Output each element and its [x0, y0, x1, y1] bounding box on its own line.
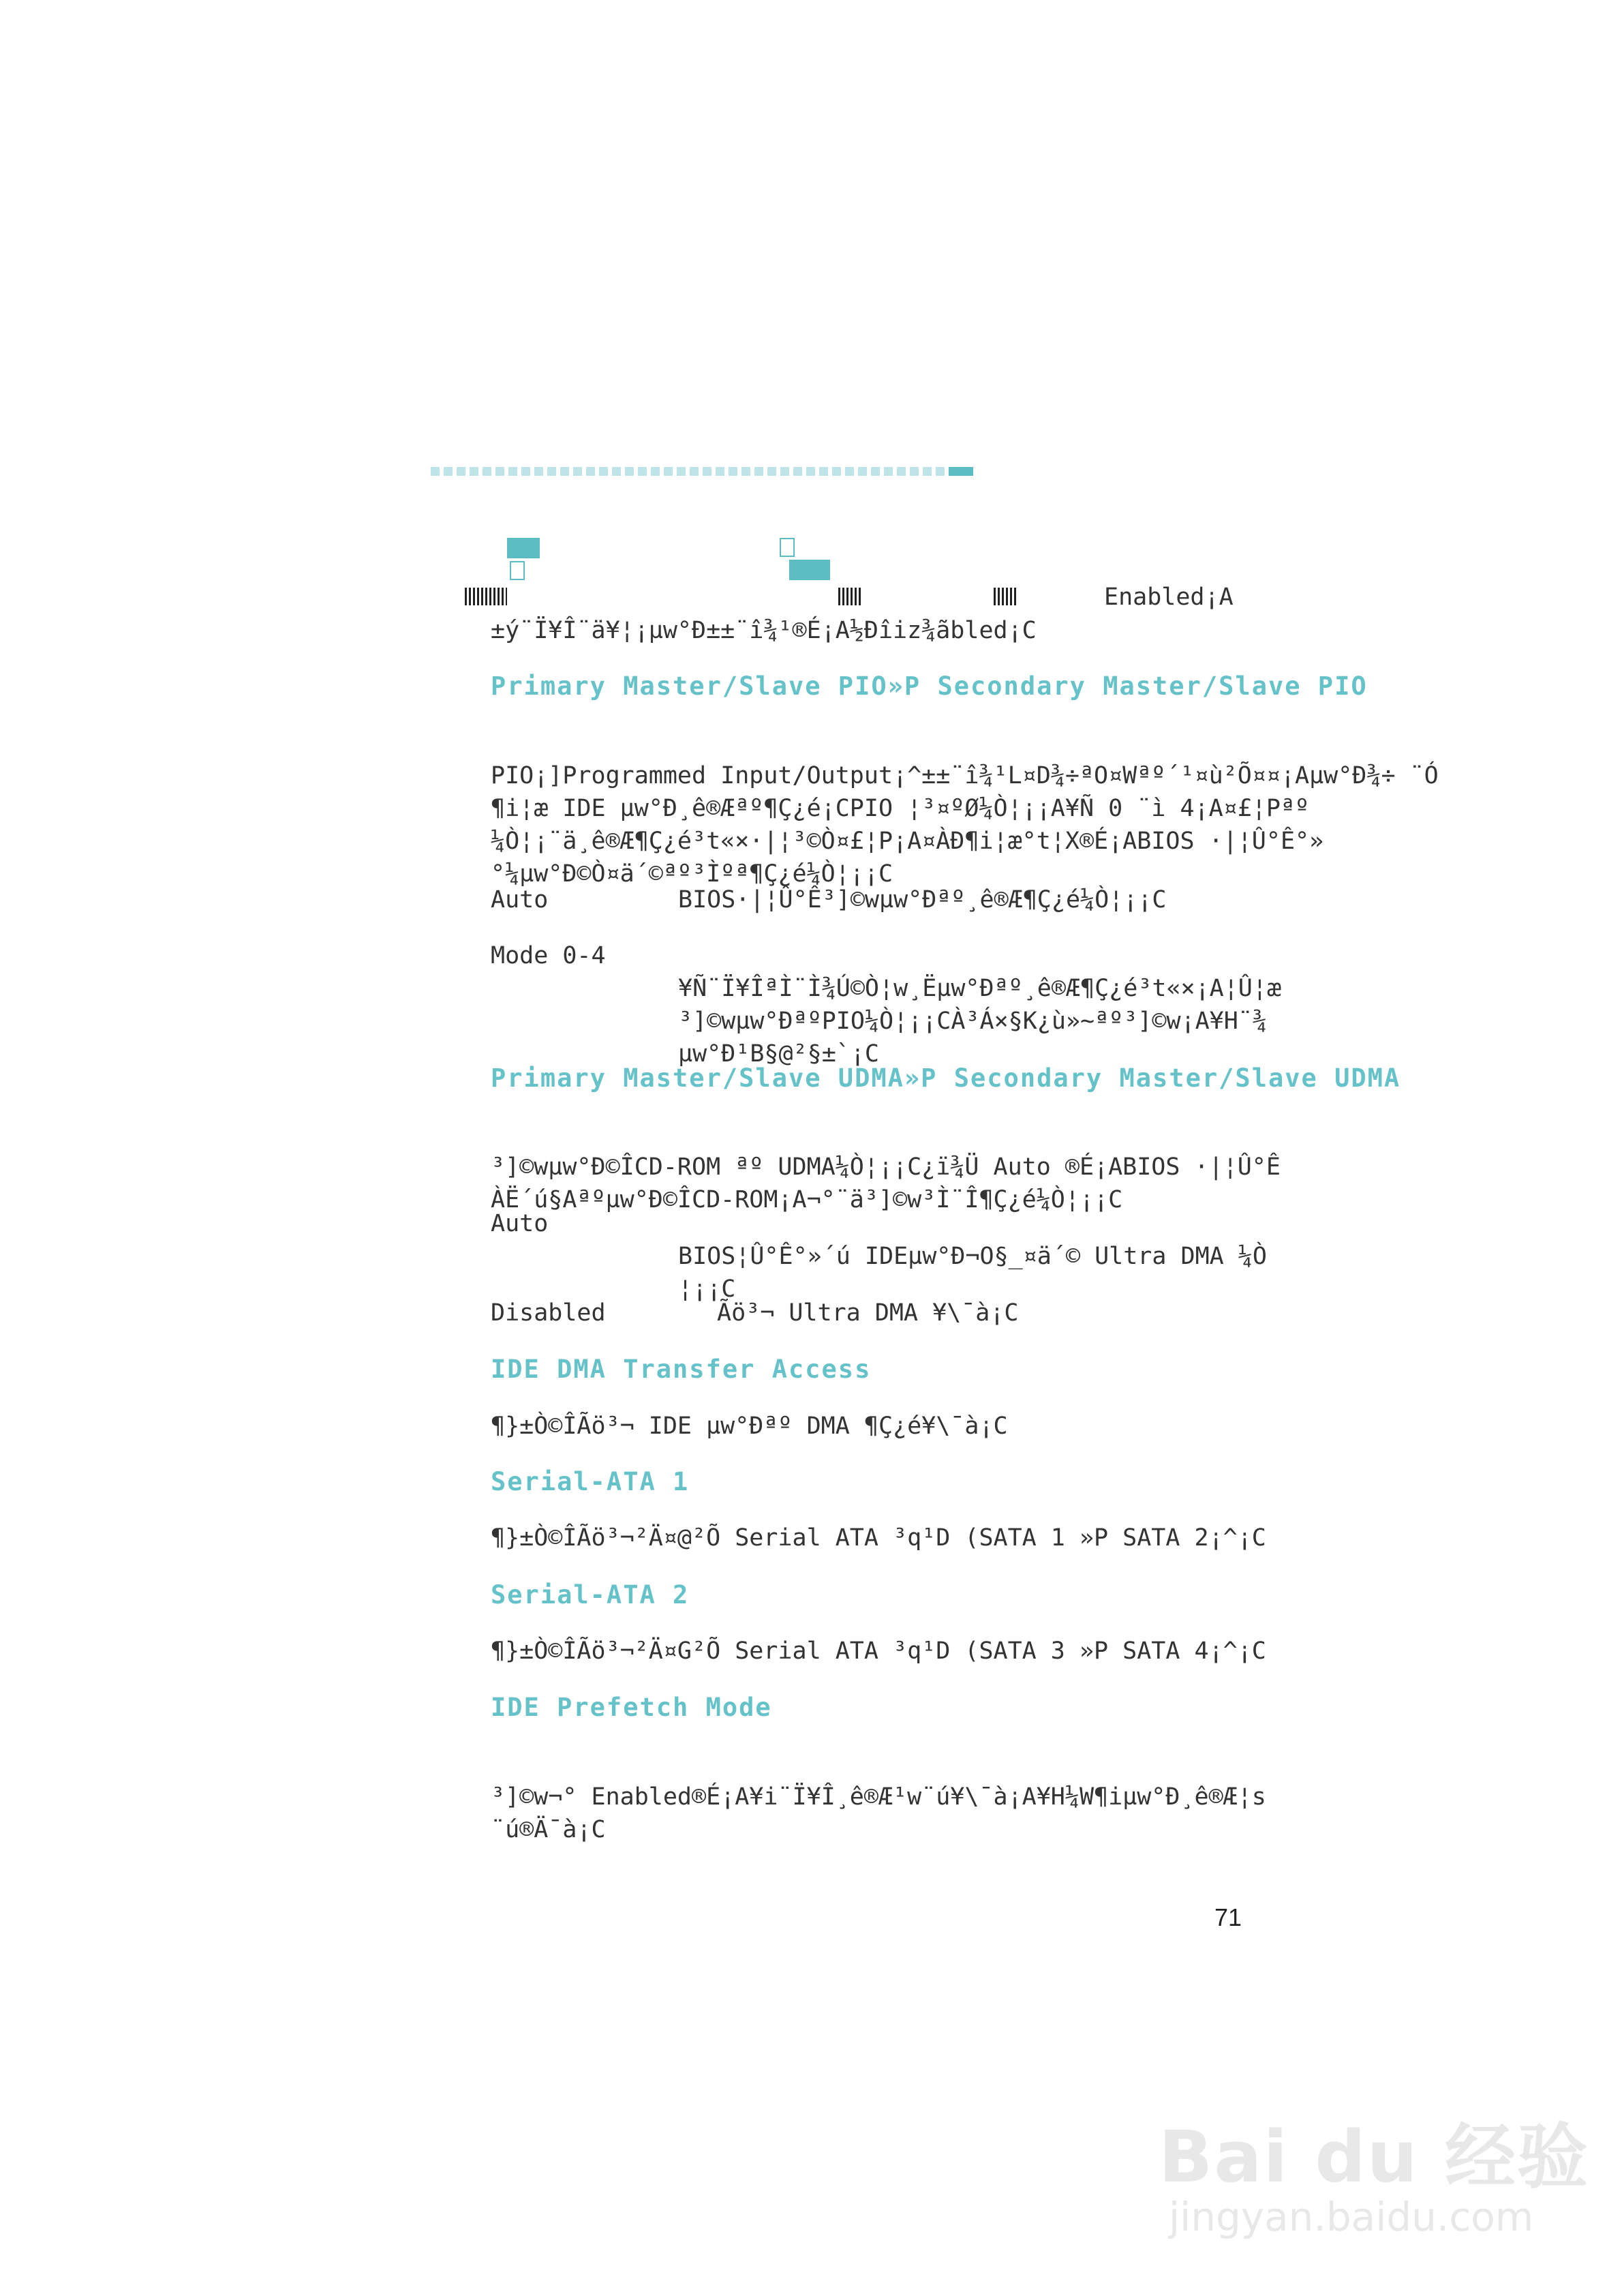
barcode-glyph-3 — [994, 588, 1018, 605]
option-desc: Ãö³¬ Ultra DMA ¥\¯à¡C — [717, 1299, 1019, 1327]
sata1-paragraph: ¶}±Ò©ÎÃö³¬²Ä¤@²Õ Serial ATA ³q¹D (SATA 1 »P SATA 2¡^¡C — [491, 1524, 1266, 1552]
watermark-logo: Bai du 经验 — [1159, 2115, 1589, 2199]
udma-paragraph: ³]©wµw°Ð©ÎCD-ROM ªº UDMA¼Ò¦¡¡C¿ï¾Ü Auto ®É¡ABIOS ·|¦Û°Ê ÀË´ú§Aªºµw°Ð©ÎCD-ROM¡A¬°¨ä³]©w³Ì¨Î¶Ç¿é¼Ò¦¡¡C — [491, 1153, 1281, 1213]
sata2-paragraph: ¶}±Ò©ÎÃö³¬²Ä¤G²Õ Serial ATA ³q¹D (SATA 3 »P SATA 4¡^¡C — [491, 1637, 1266, 1665]
option-key: Auto — [491, 886, 549, 913]
barcode-glyph-1 — [465, 588, 507, 605]
page-number: 71 — [1214, 1903, 1242, 1931]
dma-paragraph: ¶}±Ò©ÎÃö³¬ IDE µw°Ðªº DMA ¶Ç¿é¥\¯à¡C — [491, 1413, 1008, 1440]
option-key: Mode 0-4 — [491, 942, 606, 969]
heading-udma: Primary Master/Slave UDMA»P Secondary Master/Slave UDMA — [491, 1063, 1401, 1093]
section-glyph-left — [494, 525, 540, 583]
option-desc: BIOS¦Û°Ê°»´ú IDEµw°Ð¬O§_¤ä´© Ultra DMA ¼Ò ¦¡¡C — [678, 1243, 1267, 1303]
barcode-glyph-2 — [838, 588, 863, 605]
heading-dma-transfer: IDE DMA Transfer Access — [491, 1355, 872, 1384]
intro-line: ±ý¨Ï¥Î¨ä¥¦¡µw°Ð±±¨î¾¹®É¡A½Ðîiz¾ãbled¡C — [491, 617, 1037, 644]
heading-prefetch: IDE Prefetch Mode — [491, 1693, 772, 1722]
pio-paragraph: PIO¡]Programmed Input/Output¡^±±¨î¾¹L¤D¾÷ªO¤Wªº´¹¤ù²Õ¤¤¡Aµw°Ð¾÷ ¨Ó ¶i¦æ IDE µw°Ð¸ê®Æªº¶Ç¿é¡CPIO ¦³¤ºØ¼Ò¦¡¡A¥Ñ 0 ¨ì 4¡A¤£¦Pªº ¼Ò¦¡¨ä¸ê®Æ¶Ç¿é³t«×·|¦³©Ò¤£¦P¡A¤ÀÐ¶i¦æ°t¦X®É¡ABIOS ·|¦Û°Ê°» °¼µw°Ð©Ò¤ä´©ªº³Ìºª¶Ç¿é¼Ò¦¡¡C — [491, 762, 1439, 888]
header-dot-strip — [431, 467, 973, 476]
top-enabled-text: Enabled¡A — [1104, 584, 1234, 611]
section-glyph-right — [767, 525, 830, 583]
watermark-url: jingyan.baidu.com — [1169, 2194, 1534, 2240]
option-key: Auto — [491, 1210, 549, 1237]
option-key: Disabled — [491, 1299, 606, 1327]
prefetch-paragraph: ³]©w¬° Enabled®É¡A¥i¨Ï¥Î¸ê®Æ¹w¨ú¥\¯à¡A¥H¼W¶iµw°Ð¸ê®Æ¦s ¨ú®Ä¯à¡C — [491, 1783, 1266, 1843]
heading-pio: Primary Master/Slave PIO»P Secondary Master/Slave PIO — [491, 671, 1368, 701]
heading-sata2: Serial-ATA 2 — [491, 1580, 690, 1610]
option-desc: BIOS·|¦Û°Ê³]©wµw°Ðªº¸ê®Æ¶Ç¿é¼Ò¦¡¡C — [678, 886, 1167, 913]
heading-sata1: Serial-ATA 1 — [491, 1467, 690, 1496]
option-desc: ¥Ñ¨Ï¥ÎªÌ¨Ì¾Ú©Ò¦w¸Ëµw°Ðªº¸ê®Æ¶Ç¿é³t«×¡A¦Û¦æ ³]©wµw°ÐªºPIO¼Ò¦¡¡CÀ³Á×§K¿ù»~ªº³]©w¡A¥H¨¾ µw°Ð¹B§@²§±`¡C — [678, 975, 1282, 1068]
